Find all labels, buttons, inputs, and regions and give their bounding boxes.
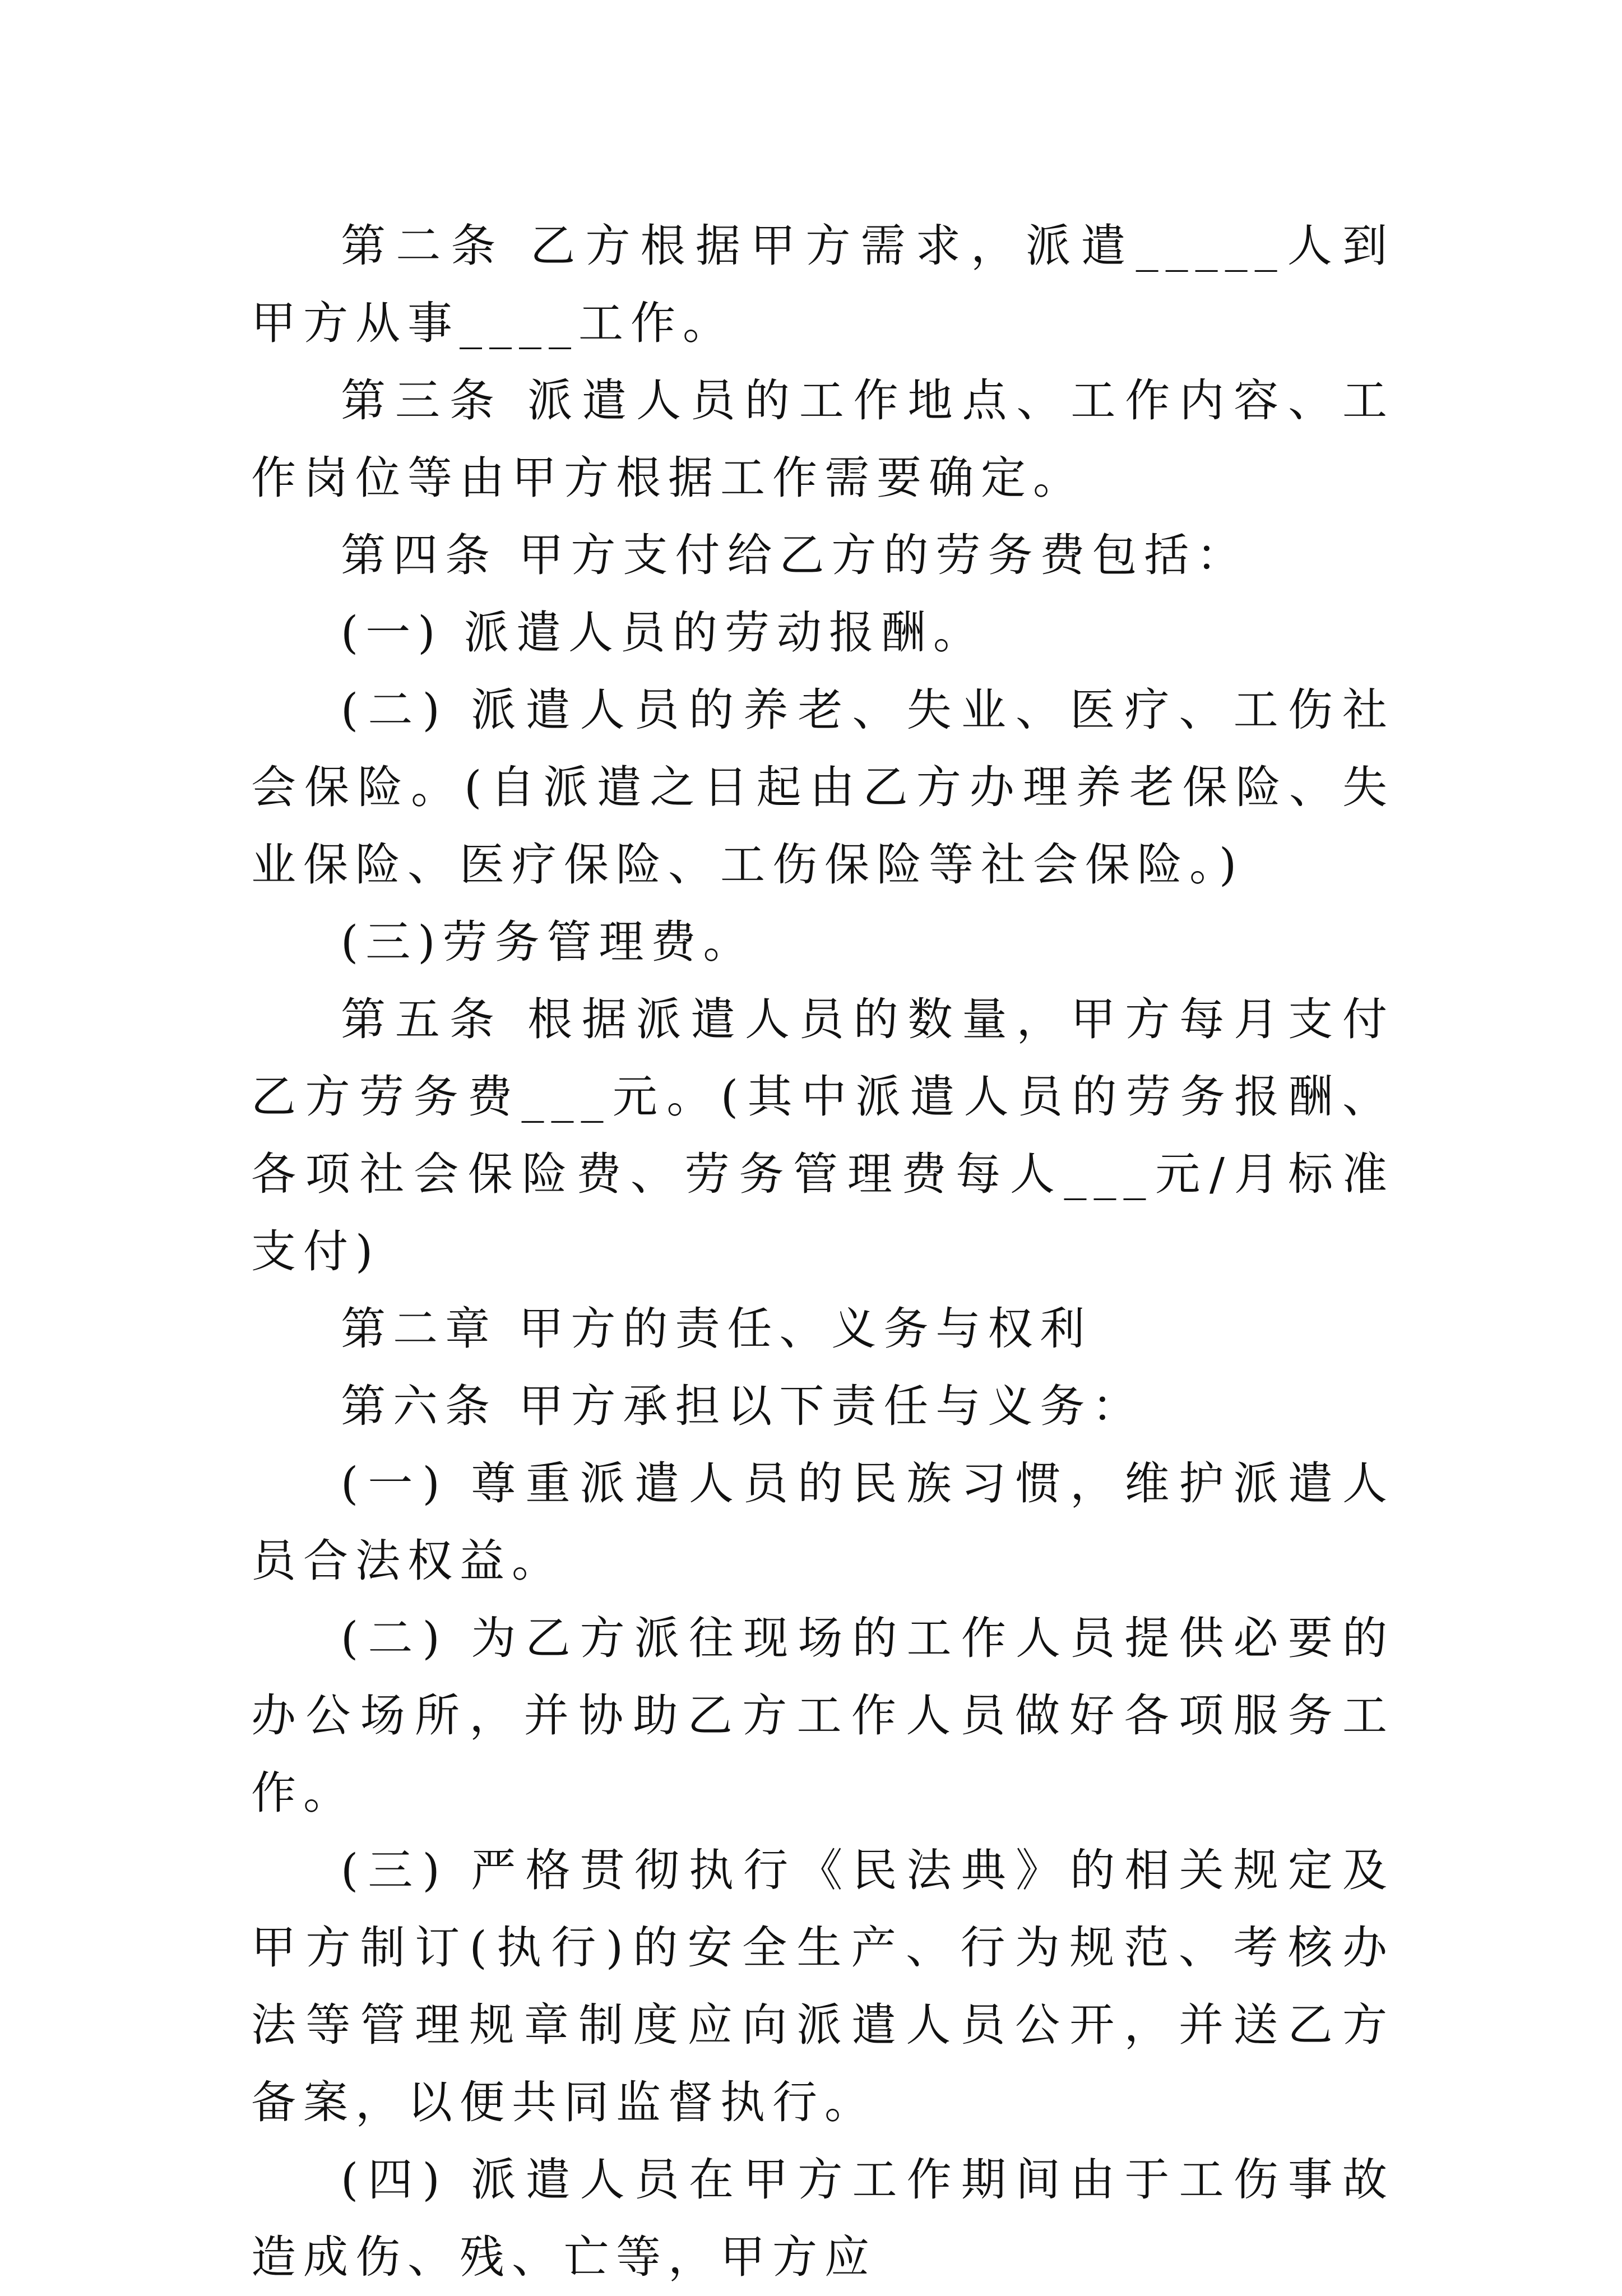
paragraph-article-4: 第四条 甲方支付给乙方的劳务费包括： bbox=[341, 529, 1249, 581]
paragraph-article-4-item-2: (二) 派遣人员的养老、失业、医疗、工伤社会保险。(自派遣之日起由乙方办理养老保险、失业保险、医疗保险、工伤保险等社会保险。) bbox=[251, 684, 1394, 891]
paragraph-article-5: 第五条 根据派遣人员的数量，甲方每月支付乙方劳务费___元。(其中派遣人员的劳务报酬、各项社会保险费、劳务管理费每人___元/月标准支付) bbox=[251, 993, 1394, 1277]
paragraph-article-2: 第二条 乙方根据甲方需求，派遣_____人到甲方从事____工作。 bbox=[251, 220, 1394, 349]
paragraph-article-6-item-2: (二) 为乙方派往现场的工作人员提供必要的办公场所，并协助乙方工作人员做好各项服务工作。 bbox=[251, 1612, 1394, 1819]
paragraph-article-3: 第三条 派遣人员的工作地点、工作内容、工作岗位等由甲方根据工作需要确定。 bbox=[251, 374, 1394, 504]
paragraph-article-6: 第六条 甲方承担以下责任与义务： bbox=[341, 1380, 1144, 1432]
paragraph-article-4-item-3: (三)劳务管理费。 bbox=[341, 916, 756, 968]
paragraph-article-4-item-1: (一) 派遣人员的劳动报酬。 bbox=[341, 607, 985, 659]
chapter-heading: 第二章 甲方的责任、义务与权利 bbox=[341, 1303, 1092, 1355]
paragraph-article-6-item-4: (四) 派遣人员在甲方工作期间由于工伤事故造成伤、残、亡等，甲方应 bbox=[251, 2154, 1394, 2283]
paragraph-article-6-item-1: (一) 尊重派遣人员的民族习惯，维护派遣人员合法权益。 bbox=[251, 1457, 1394, 1587]
paragraph-article-6-item-3: (三) 严格贯彻执行《民法典》的相关规定及甲方制订(执行)的安全生产、行为规范、考核办法等管理规章制度应向派遣人员公开，并送乙方备案，以便共同监督执行。 bbox=[251, 1844, 1394, 2128]
document-body bbox=[251, 207, 1394, 2296]
